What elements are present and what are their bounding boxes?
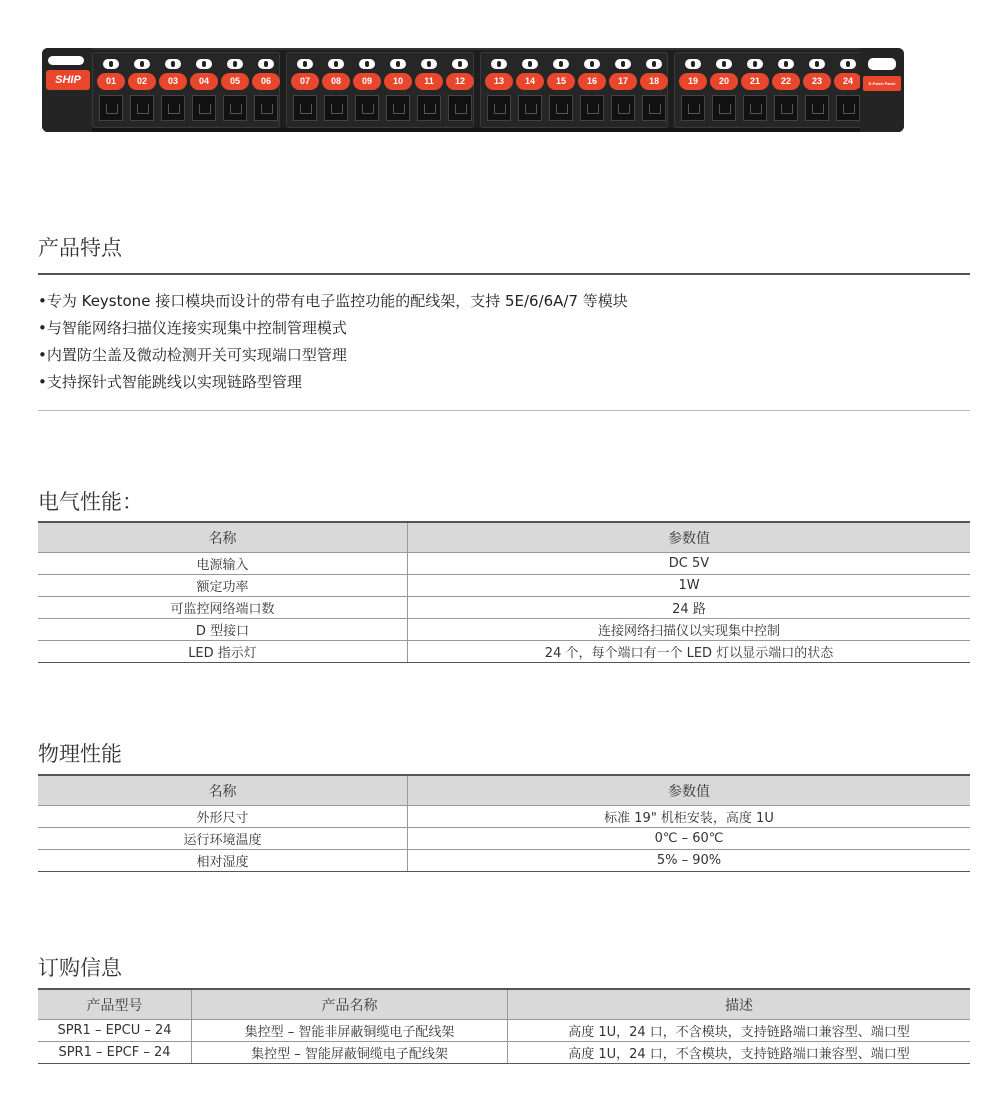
column-header: 产品型号 <box>38 989 192 1020</box>
table-cell: 连接网络扫描仪以实现集中控制 <box>408 619 971 641</box>
table-row <box>38 850 970 872</box>
rj45-jack <box>518 95 542 121</box>
port-number-label: 05 <box>221 73 249 90</box>
ordering-title: 订购信息 <box>38 956 122 980</box>
led-indicator <box>196 59 212 69</box>
table-cell: 相对湿度 <box>38 850 408 872</box>
table-cell: 运行环境温度 <box>38 828 408 850</box>
feature-list <box>38 288 628 396</box>
port <box>383 53 414 127</box>
port <box>352 53 383 127</box>
column-header: 参数值 <box>408 522 971 553</box>
table-header-row <box>38 989 970 1020</box>
led-indicator <box>297 59 313 69</box>
rj45-jack <box>642 95 666 121</box>
rj45-jack <box>743 95 767 121</box>
table-row <box>38 619 970 641</box>
column-header: 参数值 <box>408 775 971 806</box>
port-number-label: 24 <box>834 73 862 90</box>
table-cell: 标准 19" 机柜安装，高度 1U <box>408 806 971 828</box>
table-cell: 0℃ – 60℃ <box>408 828 971 850</box>
mounting-slot <box>48 56 84 65</box>
port-number-label: 07 <box>291 73 319 90</box>
port <box>251 53 282 127</box>
led-indicator <box>328 59 344 69</box>
table-row <box>38 553 970 575</box>
rj45-jack <box>386 95 410 121</box>
rj45-jack <box>417 95 441 121</box>
column-header: 产品名称 <box>192 989 508 1020</box>
column-header: 名称 <box>38 522 408 553</box>
panel-right-ear <box>860 48 904 132</box>
rj45-jack <box>324 95 348 121</box>
table-cell: 高度 1U，24 口，不含模块，支持链路端口兼容型、端口型 <box>508 1020 971 1042</box>
port <box>802 53 833 127</box>
port-group <box>286 52 474 128</box>
port <box>290 53 321 127</box>
table-cell: D 型接口 <box>38 619 408 641</box>
port-number-label: 20 <box>710 73 738 90</box>
led-indicator <box>134 59 150 69</box>
table-cell: 外形尺寸 <box>38 806 408 828</box>
table-cell: 额定功率 <box>38 575 408 597</box>
led-indicator <box>615 59 631 69</box>
rj45-jack <box>293 95 317 121</box>
feature-item: •与智能网络扫描仪连接实现集中控制管理模式 <box>38 319 347 337</box>
rj45-jack <box>549 95 573 121</box>
port-number-label: 11 <box>415 73 443 90</box>
port-number-label: 03 <box>159 73 187 90</box>
panel-left-ear <box>42 48 92 132</box>
port-number-label: 01 <box>97 73 125 90</box>
electrical-title: 电气性能： <box>38 490 143 514</box>
rj45-jack <box>254 95 278 121</box>
port <box>709 53 740 127</box>
led-indicator <box>390 59 406 69</box>
table-row <box>38 1020 970 1042</box>
physical-table <box>38 774 970 872</box>
table-row <box>38 1042 970 1064</box>
table-cell: 5% – 90% <box>408 850 971 872</box>
port-number-label: 10 <box>384 73 412 90</box>
table-cell: 集控型 – 智能屏蔽铜缆电子配线架 <box>192 1042 508 1064</box>
rj45-jack <box>130 95 154 121</box>
rj45-jack <box>712 95 736 121</box>
led-indicator <box>685 59 701 69</box>
rj45-jack <box>611 95 635 121</box>
port <box>445 53 476 127</box>
led-indicator <box>491 59 507 69</box>
port <box>546 53 577 127</box>
port-group <box>674 52 862 128</box>
led-indicator <box>258 59 274 69</box>
port <box>577 53 608 127</box>
port <box>740 53 771 127</box>
port <box>127 53 158 127</box>
table-cell: 集控型 – 智能非屏蔽铜缆电子配线架 <box>192 1020 508 1042</box>
port <box>639 53 670 127</box>
port <box>678 53 709 127</box>
port-number-label: 18 <box>640 73 668 90</box>
electrical-table <box>38 521 970 663</box>
feature-item: •专为 Keystone 接口模块而设计的带有电子监控功能的配线架，支持 5E/6/6A/7 等模块 <box>38 292 628 310</box>
port <box>321 53 352 127</box>
led-indicator <box>778 59 794 69</box>
port <box>771 53 802 127</box>
port <box>220 53 251 127</box>
table-header-row <box>38 775 970 806</box>
table-cell: SPR1 – EPCF – 24 <box>38 1042 192 1064</box>
port-number-label: 04 <box>190 73 218 90</box>
ordering-table <box>38 988 970 1064</box>
section-divider <box>38 273 970 275</box>
led-indicator <box>165 59 181 69</box>
port-group <box>480 52 668 128</box>
led-indicator <box>840 59 856 69</box>
feature-item: •内置防尘盖及微动检测开关可实现端口型管理 <box>38 346 347 364</box>
patch-panel-image <box>42 48 904 132</box>
rj45-jack <box>681 95 705 121</box>
led-indicator <box>809 59 825 69</box>
table-row <box>38 828 970 850</box>
port <box>515 53 546 127</box>
led-indicator <box>646 59 662 69</box>
table-row <box>38 575 970 597</box>
model-label: E-Patch Panel <box>863 76 901 91</box>
table-cell: DC 5V <box>408 553 971 575</box>
table-cell: 24 个，每个端口有一个 LED 灯以显示端口的状态 <box>408 641 971 663</box>
table-row <box>38 641 970 663</box>
port-number-label: 09 <box>353 73 381 90</box>
port <box>189 53 220 127</box>
table-cell: LED 指示灯 <box>38 641 408 663</box>
port-number-label: 17 <box>609 73 637 90</box>
led-indicator <box>103 59 119 69</box>
led-indicator <box>522 59 538 69</box>
led-indicator <box>227 59 243 69</box>
led-indicator <box>359 59 375 69</box>
port <box>484 53 515 127</box>
table-row <box>38 806 970 828</box>
table-cell: 高度 1U，24 口，不含模块，支持链路端口兼容型、端口型 <box>508 1042 971 1064</box>
rj45-jack <box>99 95 123 121</box>
rj45-jack <box>836 95 860 121</box>
port-number-label: 06 <box>252 73 280 90</box>
table-cell: 可监控网络端口数 <box>38 597 408 619</box>
port-number-label: 19 <box>679 73 707 90</box>
rj45-jack <box>355 95 379 121</box>
table-header-row <box>38 522 970 553</box>
features-title: 产品特点 <box>38 236 122 260</box>
mounting-slot <box>868 58 896 70</box>
port-number-label: 15 <box>547 73 575 90</box>
rj45-jack <box>805 95 829 121</box>
table-cell: SPR1 – EPCU – 24 <box>38 1020 192 1042</box>
led-indicator <box>553 59 569 69</box>
led-indicator <box>716 59 732 69</box>
port <box>414 53 445 127</box>
section-divider <box>38 410 970 411</box>
port-number-label: 16 <box>578 73 606 90</box>
port <box>158 53 189 127</box>
rj45-jack <box>223 95 247 121</box>
rj45-jack <box>448 95 472 121</box>
table-cell: 电源输入 <box>38 553 408 575</box>
port-number-label: 13 <box>485 73 513 90</box>
port-group <box>92 52 280 128</box>
table-row <box>38 597 970 619</box>
led-indicator <box>584 59 600 69</box>
port-number-label: 08 <box>322 73 350 90</box>
port-number-label: 23 <box>803 73 831 90</box>
rj45-jack <box>580 95 604 121</box>
port <box>608 53 639 127</box>
rj45-jack <box>774 95 798 121</box>
port-number-label: 21 <box>741 73 769 90</box>
rj45-jack <box>487 95 511 121</box>
port <box>96 53 127 127</box>
column-header: 名称 <box>38 775 408 806</box>
led-indicator <box>452 59 468 69</box>
feature-item: •支持探针式智能跳线以实现链路型管理 <box>38 373 302 391</box>
rj45-jack <box>161 95 185 121</box>
table-cell: 1W <box>408 575 971 597</box>
physical-title: 物理性能 <box>38 742 122 766</box>
led-indicator <box>421 59 437 69</box>
led-indicator <box>747 59 763 69</box>
port-number-label: 02 <box>128 73 156 90</box>
port-number-label: 14 <box>516 73 544 90</box>
column-header: 描述 <box>508 989 971 1020</box>
brand-logo: SHIP <box>46 70 90 90</box>
port-number-label: 22 <box>772 73 800 90</box>
table-cell: 24 路 <box>408 597 971 619</box>
rj45-jack <box>192 95 216 121</box>
port-number-label: 12 <box>446 73 474 90</box>
